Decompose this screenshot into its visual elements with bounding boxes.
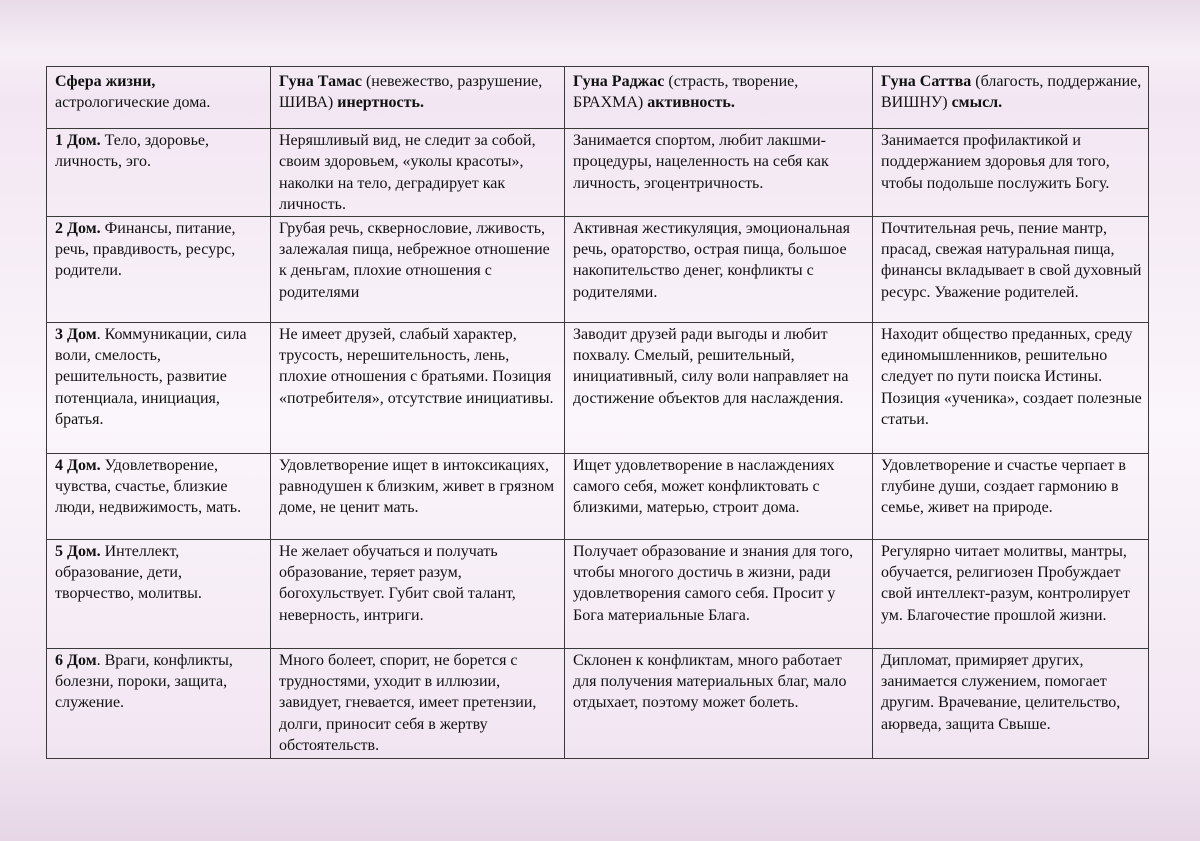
tamas-cell: Не имеет друзей, слабый характер, трусость, нерешительность, лень, плохие отношения с братьями. Позиция «потребителя», отсутствие инициативы. [271, 322, 565, 453]
sattva-cell: Почтительная речь, пение мантр, прасад, свежая натуральная пища, финансы вкладывает в свой духовный ресурс. Уважение родителей. [873, 216, 1149, 322]
sattva-cell: Занимается профилактикой и поддержанием здоровья для того, чтобы подольше послужить Богу. [873, 129, 1149, 217]
rajas-cell: Ищет удовлетворение в наслаждениях самого себя, может конфликтовать с близкими, матерью, строит дома. [565, 453, 873, 539]
header-sattva-title: Гуна Саттва [881, 73, 972, 90]
header-cell-sphere [47, 67, 271, 129]
sphere-cell [47, 322, 271, 453]
sphere-cell [47, 539, 271, 648]
header-cell-sattva [873, 67, 1149, 129]
house-number: 1 Дом. [55, 132, 101, 149]
table-row [47, 648, 1149, 758]
header-cell-tamas [271, 67, 565, 129]
house-number: 2 Дом. [55, 219, 101, 237]
sphere-cell [47, 648, 271, 758]
table-row [47, 216, 1149, 322]
header-tamas-quality: инертность. [337, 94, 424, 112]
sattva-cell: Находит общество преданных, среду единомышленников, решительно следует по пути поиска Истины. Позиция «ученика», создает полезные статьи. [873, 322, 1149, 453]
sphere-text: Удовлетворение, чувства, счастье, близкие люди, недвижимость, мать. [55, 456, 242, 517]
table-row [47, 322, 1149, 453]
rajas-cell: Занимается спортом, любит лакшми-процедуры, нацеленность на себя как личность, эгоцентричность. [565, 129, 873, 217]
sphere-cell [47, 129, 271, 217]
house-number: 5 Дом. [55, 542, 101, 560]
header-sphere-rest: астрологические дома. [55, 94, 211, 112]
tamas-cell: Удовлетворение ищет в интоксикациях, равнодушен к близким, живет в грязном доме, не ценит мать. [271, 453, 565, 539]
sattva-cell: Дипломат, примиряет других, занимается служением, помогает другим. Врачевание, целительство, аюрведа, защита Свыше. [873, 648, 1149, 758]
sphere-text: Финансы, питание, речь, правдивость, ресурс, родители. [55, 219, 236, 280]
sphere-text: . Коммуникации, сила воли, смелость, решительность, развитие потенциала, инициация, братья. [55, 325, 247, 429]
document-sheet [46, 66, 1149, 759]
house-number: 4 Дом. [55, 456, 101, 474]
header-sphere-bold: Сфера жизни, [55, 73, 156, 90]
table-row [47, 453, 1149, 539]
sphere-text: Тело, здоровье, личность, эго. [55, 132, 209, 171]
table-row [47, 129, 1149, 217]
sattva-cell: Удовлетворение и счастье черпает в глубине души, создает гармонию в семье, живет на природе. [873, 453, 1149, 539]
rajas-cell: Склонен к конфликтам, много работает для получения материальных благ, мало отдыхает, поэтому может болеть. [565, 648, 873, 758]
sphere-text: Интеллект, образование, дети, творчество, молитвы. [55, 542, 202, 603]
house-number: 6 Дом [55, 651, 97, 669]
sphere-cell [47, 453, 271, 539]
header-sattva-desc: (благость, поддержание, ВИШНУ) [881, 73, 1142, 112]
table-row [47, 539, 1149, 648]
tamas-cell: Не желает обучаться и получать образование, теряет разум, богохульствует. Губит свой талант, неверность, интриги. [271, 539, 565, 648]
header-tamas-title: Гуна Тамас [279, 73, 362, 90]
tamas-cell: Много болеет, спорит, не борется с трудностями, уходит в иллюзии, завидует, гневается, имеет претензии, долги, приносит себя в жертву обстоятельств. [271, 648, 565, 758]
sattva-cell: Регулярно читает молитвы, мантры, обучается, религиозен Пробуждает свой интеллект-разум, контролирует ум. Благочестие прошлой жизни. [873, 539, 1149, 648]
tamas-cell: Грубая речь, сквернословие, лживость, залежалая пища, небрежное отношение к деньгам, плохие отношения с родителями [271, 216, 565, 322]
gunas-table [46, 66, 1149, 759]
rajas-cell: Активная жестикуляция, эмоциональная речь, ораторство, острая пища, большое накопительство денег, конфликты с родителями. [565, 216, 873, 322]
tamas-cell: Неряшливый вид, не следит за собой, своим здоровьем, «уколы красоты», наколки на тело, деградирует как личность. [271, 129, 565, 217]
house-number: 3 Дом [55, 325, 97, 343]
rajas-cell: Заводит друзей ради выгоды и любит похвалу. Смелый, решительный, инициативный, силу воли направляет на достижение объектов для наслаждения. [565, 322, 873, 453]
header-rajas-title: Гуна Раджас [573, 73, 665, 90]
header-sattva-quality: смысл. [951, 94, 1003, 112]
sphere-cell [47, 216, 271, 322]
header-tamas-desc: (невежество, разрушение, ШИВА) [279, 73, 543, 112]
header-row [47, 67, 1149, 129]
header-rajas-desc: (страсть, творение, БРАХМА) [573, 73, 799, 112]
header-rajas-quality: активность. [647, 94, 735, 112]
rajas-cell: Получает образование и знания для того, чтобы многого достичь в жизни, ради удовлетворения самого себя. Просит у Бога материальные Блага. [565, 539, 873, 648]
sphere-text: . Враги, конфликты, болезни, пороки, защита, служение. [55, 651, 233, 712]
header-cell-rajas [565, 67, 873, 129]
